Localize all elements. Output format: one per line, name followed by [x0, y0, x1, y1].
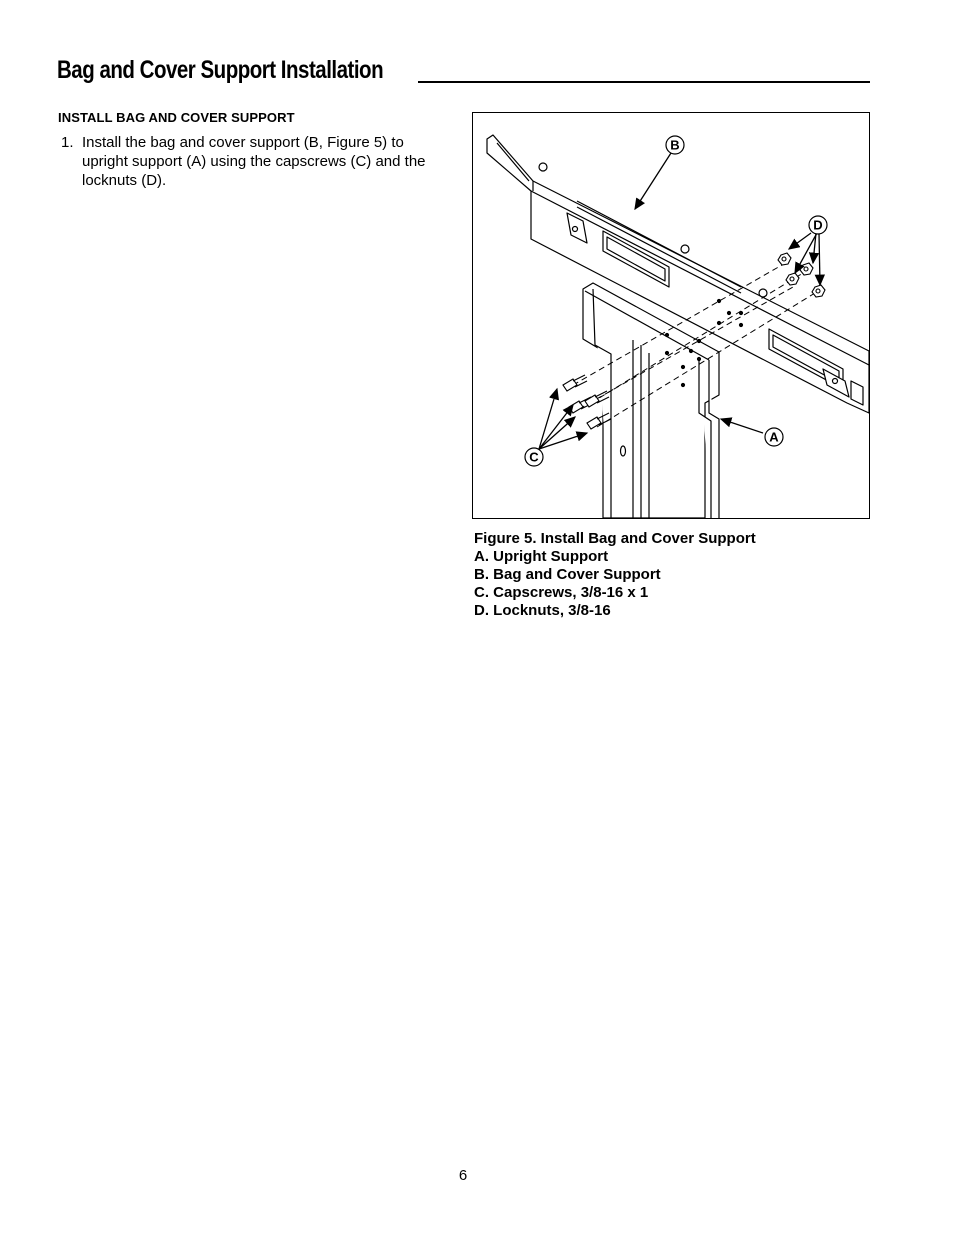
section-heading: INSTALL BAG AND COVER SUPPORT	[58, 110, 295, 125]
page-number: 6	[458, 1167, 468, 1184]
figure-caption	[474, 530, 756, 620]
callout-c-label: C	[529, 449, 539, 465]
callout-c	[525, 448, 543, 466]
caption-title: Figure 5. Install Bag and Cover Support	[474, 530, 756, 547]
caption-item-c: C. Capscrews, 3/8-16 x 1	[474, 584, 649, 601]
callout-b-label: B	[670, 137, 680, 153]
callout-d-label: D	[813, 217, 823, 233]
step-text: Install the bag and cover support (B, Figure 5) to upright support (A) using the capscrews (C) and the locknuts (D).	[82, 134, 426, 189]
callout-d	[809, 216, 827, 234]
caption-item-a: A. Upright Support	[474, 548, 609, 565]
callout-b	[666, 136, 684, 154]
caption-item-b: B. Bag and Cover Support	[474, 566, 661, 583]
instruction-step	[58, 133, 448, 190]
assembly-drawing	[473, 113, 869, 518]
page-title: Bag and Cover Support Installation	[57, 56, 384, 84]
figure-5-illustration	[472, 112, 870, 519]
locknuts-part	[778, 253, 825, 297]
step-number: 1.	[61, 134, 74, 151]
callout-a	[765, 428, 783, 446]
callout-a-label: A	[769, 429, 779, 445]
title-rule	[418, 81, 870, 83]
caption-item-d: D. Locknuts, 3/8-16	[474, 602, 611, 619]
